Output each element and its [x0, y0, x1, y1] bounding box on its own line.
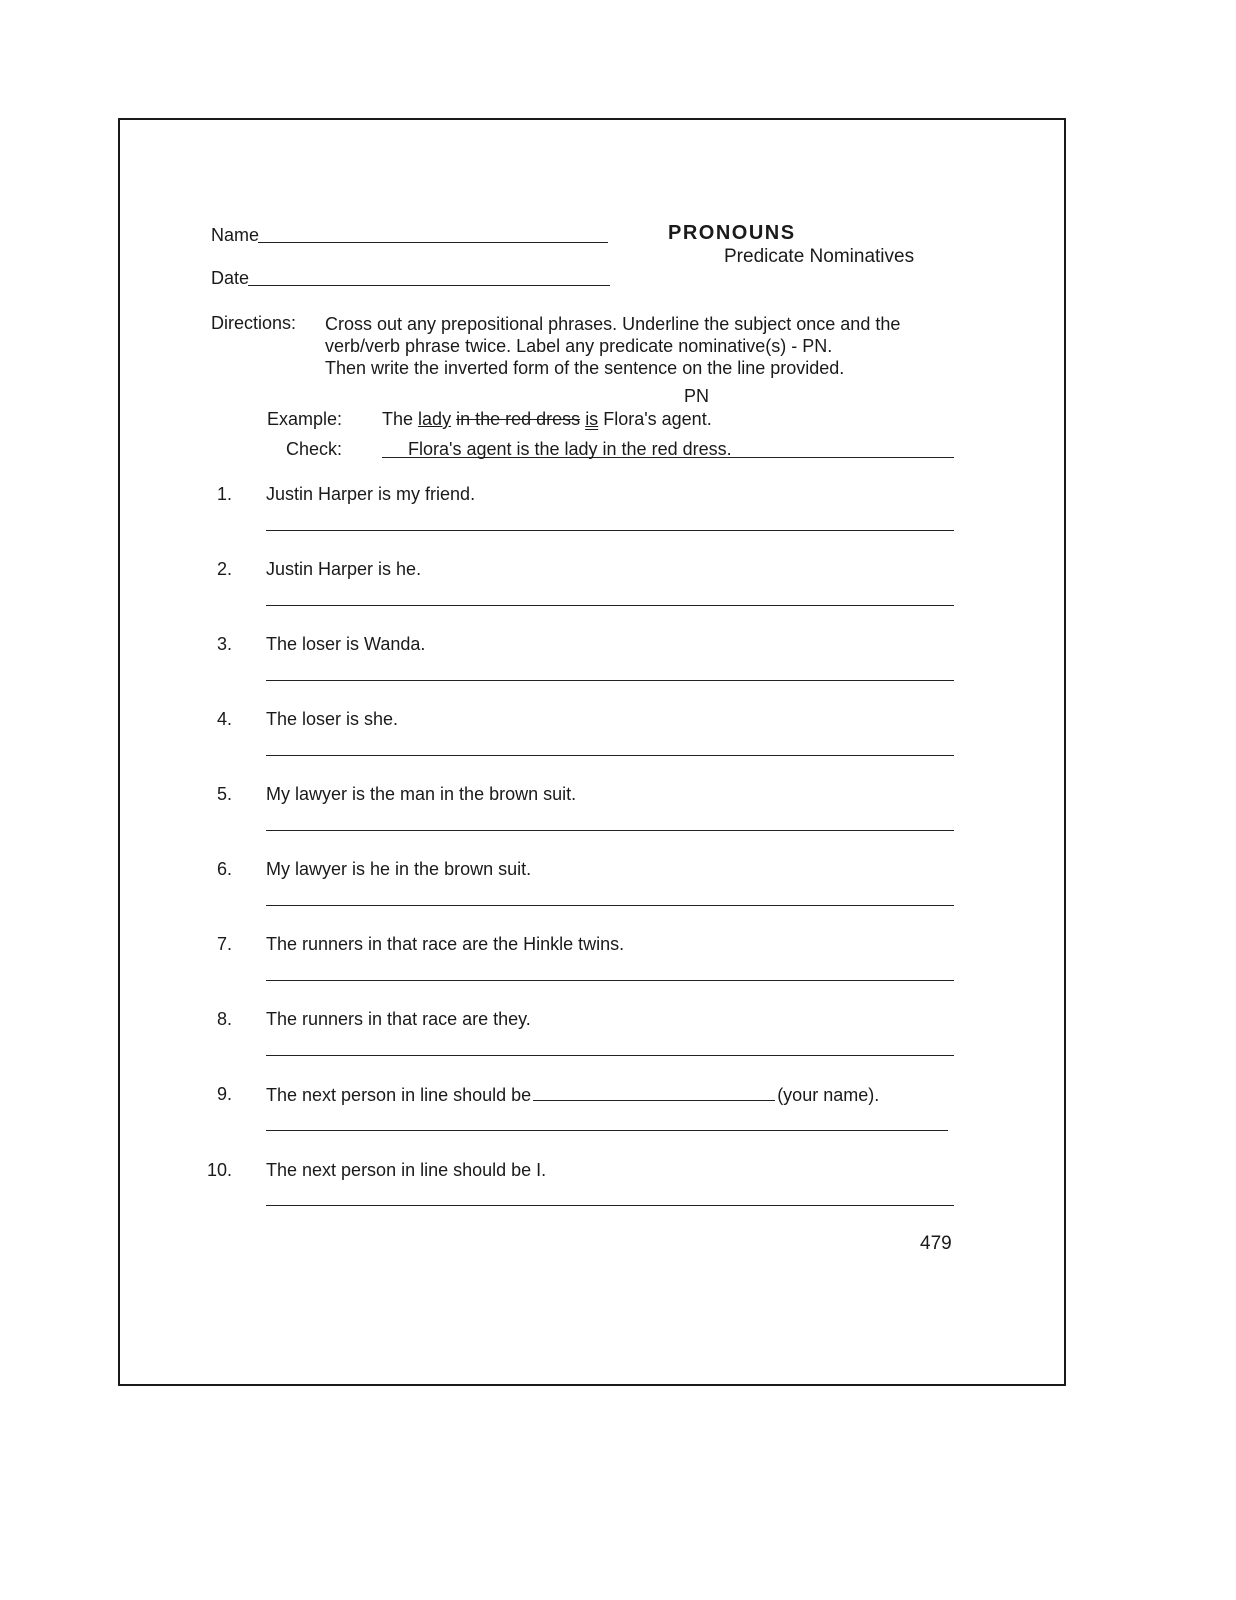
directions-line-1: Cross out any prepositional phrases. Underline the subject once and the	[325, 314, 901, 334]
directions-line-3: Then write the inverted form of the sentence on the line provided.	[325, 358, 845, 378]
item-6-sentence: My lawyer is he in the brown suit.	[266, 859, 532, 879]
item-8-number: 8.	[216, 1009, 232, 1029]
item-3-number: 3.	[216, 634, 232, 654]
date-field[interactable]	[248, 285, 610, 286]
example-label: Example:	[267, 409, 343, 429]
item-6-answer-line[interactable]	[266, 905, 954, 906]
item-1-answer-line[interactable]	[266, 530, 954, 531]
item-8-answer-line[interactable]	[266, 1055, 954, 1056]
name-field[interactable]	[258, 242, 608, 243]
item-4-answer-line[interactable]	[266, 755, 954, 756]
item-10-number: 10.	[206, 1160, 232, 1180]
item-9-number: 9.	[216, 1084, 232, 1104]
item-5-number: 5.	[216, 784, 232, 804]
example-prep-phrase: in the red dress	[456, 409, 581, 429]
item-10-answer-line[interactable]	[266, 1205, 954, 1206]
page-subtitle: Predicate Nominatives	[724, 246, 915, 267]
item-2-sentence: Justin Harper is he.	[266, 559, 422, 579]
example-rest: Flora's agent.	[603, 409, 712, 429]
item-1-number: 1.	[216, 484, 232, 504]
date-label: Date	[211, 268, 250, 288]
item-9-answer-line[interactable]	[266, 1130, 948, 1131]
check-answer: Flora's agent is the lady in the red dress.	[408, 439, 732, 459]
item-1-sentence: Justin Harper is my friend.	[266, 484, 476, 504]
example-verb: is	[585, 409, 599, 429]
directions-line-2: verb/verb phrase twice. Label any predicate nominative(s) - PN.	[325, 336, 833, 356]
item-4-sentence: The loser is she.	[266, 709, 399, 729]
item-4-number: 4.	[216, 709, 232, 729]
directions-label: Directions:	[211, 313, 297, 333]
pn-label-mark: PN	[684, 386, 710, 406]
page-number: 479	[920, 1233, 952, 1254]
item-7-number: 7.	[216, 934, 232, 954]
item-7-answer-line[interactable]	[266, 980, 954, 981]
item-9-suffix: (your name).	[777, 1085, 880, 1105]
item-8-sentence: The runners in that race are they.	[266, 1009, 531, 1029]
item-5-answer-line[interactable]	[266, 830, 954, 831]
page-border	[118, 118, 1066, 1386]
example-subject: lady	[418, 409, 452, 429]
item-2-number: 2.	[216, 559, 232, 579]
check-label: Check:	[286, 439, 343, 459]
item-3-sentence: The loser is Wanda.	[266, 634, 426, 654]
item-7-sentence: The runners in that race are the Hinkle twins.	[266, 934, 625, 954]
item-5-sentence: My lawyer is the man in the brown suit.	[266, 784, 577, 804]
page-title: PRONOUNS	[668, 222, 796, 244]
example-sentence	[382, 409, 712, 430]
item-9-text: The next person in line should be	[266, 1085, 532, 1105]
item-3-answer-line[interactable]	[266, 680, 954, 681]
item-2-answer-line[interactable]	[266, 605, 954, 606]
item-9-sentence	[266, 1084, 879, 1106]
example-word-the: The	[382, 409, 414, 429]
directions-text	[325, 313, 975, 379]
your-name-blank[interactable]	[533, 1084, 775, 1101]
item-6-number: 6.	[216, 859, 232, 879]
name-label: Name	[211, 225, 260, 245]
item-10-sentence: The next person in line should be I.	[266, 1160, 547, 1180]
